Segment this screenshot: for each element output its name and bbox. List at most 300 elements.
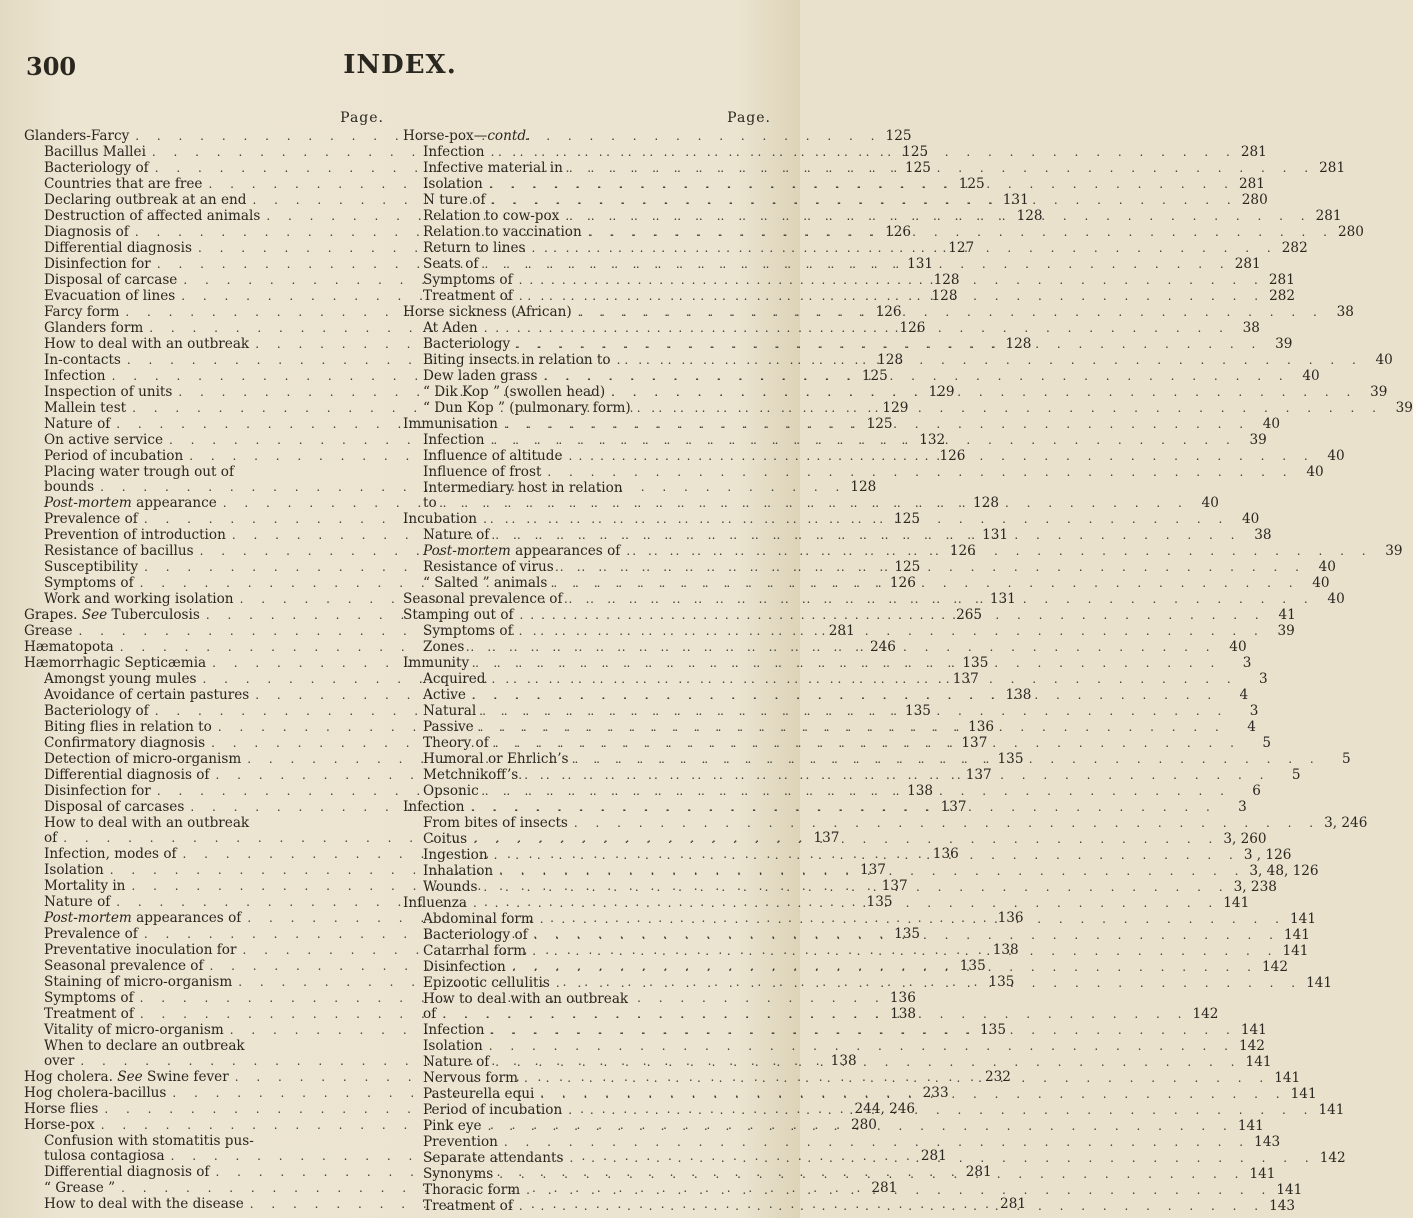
entry-label: Bacillus Mallei [44,144,146,160]
entry-page: 125 [958,176,985,192]
entry-page: 233 [922,1085,949,1101]
dot-leader [526,943,1278,959]
entry-page: 141 [1274,1070,1301,1086]
entry-label: Infection [423,144,485,160]
entry-page: 40 [1327,448,1345,464]
entry-page: 246 [869,639,896,655]
entry-page: 3 [1259,671,1268,687]
entry-label: of [423,1006,437,1022]
entry-label: How to deal with an outbreak [44,336,250,352]
entry-page: 135 [894,926,921,942]
entry-page: 125 [894,559,921,575]
entry-label: Hæmorrhagic Septicæmia [24,655,207,671]
dot-leader [436,1007,1188,1022]
entry-page: 265 [956,607,983,623]
entry-label: Theory of [423,735,489,751]
entry-label: Catarrhal form [423,943,527,959]
entry-label: Bacteriology [423,336,511,352]
entry-label: Amongst young mules [44,671,197,687]
entry-label: Bacteriology of [423,927,528,943]
entry-page: 141 [1318,1102,1345,1118]
entry-label: Differential diagnosis of [44,1164,210,1180]
entry-page: 126 [889,575,916,591]
entry-label: “ Salted ” animals [423,575,548,591]
entry-label: Treatment of [423,288,513,304]
entry-page: 3 [1242,655,1252,671]
entry-label: Zones [423,639,465,655]
entry-page: 126 [899,320,926,336]
entry-label: Preventative inoculation for [44,942,237,958]
entry-label: Passive [423,719,474,735]
entry-page: 281 [871,1180,898,1196]
entry-label: Isolation [423,1038,483,1054]
entry-label: Vitality of micro-organism [44,1022,224,1038]
entry-page: 125 [894,511,921,527]
entry-label: Incubation [403,511,478,527]
entry-page: 39 [1385,543,1403,559]
entry-label: Placing water trough out of [44,464,235,480]
index-entry [403,464,1324,480]
entry-page: 136 [889,990,916,1006]
entry-page: 142 [1319,1150,1346,1166]
dot-leader [518,1070,1270,1086]
entry-label: How to deal with an outbreak [423,991,629,1007]
index-entry [24,1038,384,1054]
index-entry [24,1006,917,1022]
entry-page: 3, 238 [1233,879,1277,895]
dot-leader [605,384,1357,400]
entry-page: 141 [1276,1182,1303,1198]
entry-label: Epizootic cellulitis [423,975,550,991]
entry-label: Mortality in [44,878,126,894]
entry-label: bounds [44,479,95,495]
entry-page: 281 [1234,256,1261,272]
entry-label: Horse-pox—contd. [403,128,531,144]
dot-leader [554,559,1306,575]
entry-label: “ Dun Kop ” (pulmonary form) [423,400,631,416]
dot-leader [469,655,1221,671]
entry-page: 38 [1242,320,1260,336]
entry-label: Post-mortem appearances of [44,910,242,926]
entry-label: Mallein test [44,400,127,416]
dot-leader [506,959,1258,975]
entry-label: Resistance of virus [423,559,554,575]
dot-leader [467,831,1219,847]
entry-label: Acquired [423,671,486,687]
entry-page: 281 [1238,176,1265,192]
entry-page: 3, 246 [1324,815,1368,831]
dot-leader [464,639,1216,655]
entry-label: Glanders-Farcy [24,128,130,144]
dot-leader [513,623,1265,639]
entry-label: Horse flies [24,1101,99,1117]
entry-label: Relation to vaccination [423,224,582,240]
entry-page: 282 [1281,240,1308,256]
dot-leader [477,511,1229,527]
entry-page: 135 [980,1022,1006,1038]
entry-label: Horse-pox [24,1117,95,1133]
entry-page: 132 [919,432,946,448]
entry-label: Synonyms [423,1166,494,1182]
entry-page: 129 [882,400,909,416]
entry-label: Destruction of affected animals [44,208,261,224]
dot-leader [483,176,1235,192]
index-entry [24,464,384,480]
index-entry [403,991,771,1007]
dot-leader [514,607,1266,623]
entry-label: Treatment of [44,1006,134,1022]
entry-page: 137 [940,799,967,815]
entry-label: Influence of frost [423,464,542,480]
entry-label: Coitus [423,831,468,847]
entry-label: Hæmatopota [24,639,114,655]
entry-label: Prevention of introduction [44,527,226,543]
entry-page: 4 [1247,719,1256,735]
entry-label: “ Dik Kop ” (swollen head) [423,384,606,400]
entry-page: 131 [982,527,1009,543]
dot-leader [513,1198,1265,1214]
entry-label: In-contacts [44,352,121,368]
entry-label: Hog cholera-bacillus [24,1085,167,1101]
entry-label: Prevalence of [44,926,138,942]
dot-leader [559,208,1311,224]
entry-page: 39 [1370,384,1388,400]
entry-page: 3, 48, 126 [1249,863,1319,879]
entry-page: 280 [850,1117,877,1133]
dot-leader [465,799,1217,815]
entry-label: Humoral or Ehrlich’s [423,751,569,767]
entry-label: Evacuation of lines [44,288,176,304]
dot-leader [478,256,1230,272]
dot-leader [534,1086,1286,1102]
entry-page: 141 [1245,1054,1272,1070]
entry-label: Resistance of bacillus [44,543,194,559]
entry-page: 129 [928,384,955,400]
entry-label: Grapes. See Tuberculosis [24,607,200,623]
entry-page: 40 [1229,639,1247,655]
entry-label: Separate attendants [423,1150,564,1166]
dot-leader [620,543,1372,559]
entry-page: 40 [1241,511,1260,527]
entry-page: 136 [968,719,995,735]
entry-page: 141 [1283,927,1310,943]
entry-page: 135 [997,751,1024,767]
index-entry [403,128,771,144]
entry-label: “ Grease ” [44,1180,116,1196]
entry-label: Disinfection for [44,783,151,799]
entry-label: Disinfection [423,959,506,975]
dot-leader [510,336,1262,352]
entry-page: 131 [907,256,934,272]
entry-label: Confusion with stomatitis pus- [44,1133,254,1149]
dot-leader [541,464,1293,480]
entry-page: 3 , 126 [1243,847,1292,863]
entry-label: to [423,495,437,511]
entry-label: Disinfection for [44,256,151,272]
entry-page: 39 [1275,336,1293,352]
entry-page: 141 [1290,1086,1317,1102]
entry-page: 6 [1252,783,1261,799]
entry-label: Opsonic [423,783,479,799]
entry-label: Influence of altitude [423,448,563,464]
entry-label: Diagnosis of [44,224,129,240]
dot-leader [582,224,1334,240]
entry-page: 5 [1291,767,1301,783]
entry-page: 38 [1336,304,1354,320]
entry-label: Pasteurella equi [423,1086,535,1102]
entry-page: 3, 260 [1223,831,1267,847]
entry-page: 141 [1306,975,1333,991]
entry-page: 41 [1278,607,1296,623]
entry-page: 281 [1319,160,1346,176]
entry-label: Differential diagnosis [44,240,192,256]
entry-page: 142 [1238,1038,1265,1054]
entry-page: 137 [813,830,840,846]
entry-page: 4 [1239,687,1249,703]
entry-label: Seasonal prevalence of [44,958,204,974]
entry-page: 126 [885,224,912,240]
entry-page: 135 [866,894,893,910]
entry-page: 138 [1005,687,1032,703]
entry-label: Period of incubation [44,448,184,464]
entry-page: 136 [932,846,959,862]
entry-page: 131 [1002,192,1029,208]
dot-leader [498,416,1250,432]
entry-label: Avoidance of certain pastures [44,687,250,703]
entry-label: Disposal of carcase [44,272,178,288]
entry-label: Confirmatory diagnosis [44,735,206,751]
dot-leader [486,192,1238,208]
entry-label: Infection [44,368,106,384]
entry-page: 141 [1237,1118,1264,1134]
entry-label: Inspection of units [44,384,173,400]
entry-page: 126 [939,448,966,464]
entry-label: Immunity [403,655,470,671]
entry-label: Ingestion [423,847,488,863]
entry-page: 280 [1338,224,1364,240]
entry-label: Post-mortem appearances of [423,543,621,559]
dot-leader [477,879,1229,895]
entry-label: Glanders form [44,320,144,336]
entry-label: Post-mortem appearance [44,495,217,511]
entry-label: How to deal with the disease [44,1196,244,1212]
index-entry [403,815,1368,831]
entry-page: 138 [890,1006,917,1022]
entry-page: 125 [885,128,912,144]
dot-leader [562,1102,1314,1118]
dot-leader [518,767,1270,783]
entry-page: 141 [1290,911,1316,927]
dot-leader [513,288,1265,304]
entry-page: 125 [866,416,893,432]
dot-leader [563,160,1315,176]
entry-page: 141 [1249,1166,1276,1182]
dot-leader [485,144,1237,160]
entry-label: From bites of insects [423,815,568,831]
entry-page: 128 [933,272,960,288]
entry-label: Influenza [403,895,468,911]
entry-label: Grease [24,623,73,639]
entry-label: Nature of [423,1054,490,1070]
index-entry [403,1134,1281,1150]
entry-label: of [44,830,58,846]
entry-label: N ture of [423,192,486,208]
entry-page: 281 [1268,272,1295,288]
entry-page: 281 [1240,144,1267,160]
entry-label: Infection [423,432,485,448]
entry-page: 39 [1249,432,1267,448]
entry-page: 136 [997,910,1024,926]
entry-label: Nature of [44,894,111,910]
entry-page: 125 [902,144,929,160]
entry-page: 126 [875,304,902,320]
entry-page: 137 [965,767,992,783]
dot-leader [550,975,1302,991]
dot-leader [493,863,1245,879]
entry-label: Wounds [423,879,478,895]
dot-leader [534,911,1286,927]
entry-label: Detection of micro-organism [44,751,242,767]
entry-label: Active [423,687,466,703]
entry-label: On active service [44,432,163,448]
index-entry [24,815,384,831]
entry-label: Hog cholera. See Swine fever [24,1069,229,1085]
entry-label: When to declare an outbreak [44,1038,245,1054]
page-title: INDEX. [343,50,457,80]
entry-label: Period of incubation [423,1102,563,1118]
entry-page: 5 [1262,735,1271,751]
entry-label: Nature of [44,416,111,432]
entry-label: At Aden [423,320,478,336]
entry-page: 281 [920,1148,947,1164]
entry-page: 128 [1005,336,1032,352]
entry-label: Bacteriology of [44,703,149,719]
dot-leader [485,432,1237,448]
entry-label: Inhalation [423,863,494,879]
entry-label: Return to lines [423,240,526,256]
entry-label: Treatment of [423,1198,513,1214]
entry-label: Symptoms of [44,575,134,591]
entry-page: 128 [877,352,904,368]
entry-label: Pink eye [423,1118,482,1134]
entry-page: 143 [1269,1198,1296,1214]
entry-page: 131 [989,591,1016,607]
dot-leader [488,847,1240,863]
entry-page: 141 [1282,943,1309,959]
dot-leader [466,687,1218,703]
index-entry [403,1038,1265,1054]
entry-label: Isolation [44,862,104,878]
entry-page: 39 [1395,400,1413,416]
dot-leader [474,719,1226,735]
entry-page: 40 [1201,495,1219,511]
entry-label: How to deal with an outbreak [44,815,250,831]
entry-page: 3 [1238,799,1247,815]
dot-leader [476,703,1228,719]
dot-leader [611,352,1363,368]
dot-leader [493,1166,1245,1182]
entry-label: Symptoms of [423,272,513,288]
entry-label: Relation to cow-pox [423,208,560,224]
entry-label: Infection [403,799,465,815]
entry-page: 244, 246 [854,1101,916,1117]
entry-label: tulosa contagiosa [44,1148,165,1164]
entry-page: 40 [1318,559,1336,575]
dot-leader [485,1022,1237,1038]
dot-leader [563,1150,1315,1166]
entry-page: 128 [931,288,958,304]
entry-label: Dew laden grass [423,368,538,384]
entry-label: Thoracic form [423,1182,521,1198]
entry-page: 128 [973,495,999,511]
entry-page: 40 [1375,352,1393,368]
entry-label: Biting flies in relation to [44,719,212,735]
entry-page: 137 [881,878,908,894]
dot-leader [489,1054,1241,1070]
entry-page: 137 [859,862,886,878]
entry-page: 40 [1262,416,1281,432]
entry-label: Metchnikoff’s [423,767,519,783]
dot-leader [513,272,1265,288]
entry-page: 40 [1302,368,1320,384]
entry-label: Infective material in [423,160,563,176]
entry-page: 280 [1241,192,1268,208]
dot-leader [483,1038,1235,1054]
entry-page: 5 [1342,751,1351,767]
entry-label: Prevalence of [44,511,138,527]
entry-label: Staining of micro-organism [44,974,233,990]
dot-leader [528,927,1280,943]
entry-page: 281 [1000,1196,1026,1212]
entry-label: Symptoms of [423,623,513,639]
dot-leader [485,671,1237,687]
entry-label: Prevention [423,1134,498,1150]
dot-leader [537,368,1289,384]
entry-label: Bacteriology of [44,160,149,176]
entry-label: Intermediary host in relation [423,480,623,496]
dot-leader [520,1182,1272,1198]
entry-label: Abdominal form [423,911,534,927]
entry-page: 232 [984,1069,1011,1085]
entry-page: 282 [1269,288,1296,304]
entry-page: 125 [904,160,931,176]
left-page-label: Page. [340,110,384,126]
entry-label: Work and working isolation [44,591,234,607]
entry-page: 40 [1312,575,1330,591]
entry-label: Biting insects in relation to [423,352,611,368]
dot-leader [467,895,1219,911]
entry-page: 126 [949,543,976,559]
entry-label: Nervous form [423,1070,518,1086]
dot-leader [437,496,1189,511]
entry-label: over [44,1053,75,1069]
dot-leader [547,575,1299,591]
entry-label: Disposal of carcases [44,799,185,815]
entry-page: 135 [988,974,1015,990]
dot-leader [479,783,1231,799]
entry-page: 143 [1254,1134,1281,1150]
entry-page: 281 [1315,208,1342,224]
page-number: 300 [26,52,77,81]
entry-page: 127 [948,240,975,256]
dot-leader [482,1118,1234,1134]
entry-label: Infection, modes of [44,846,177,862]
entry-label: Infection [423,1022,485,1038]
dot-leader [568,815,1320,831]
dot-leader [563,591,1315,607]
entry-label: Susceptibility [44,559,139,575]
entry-page: 137 [952,671,979,687]
